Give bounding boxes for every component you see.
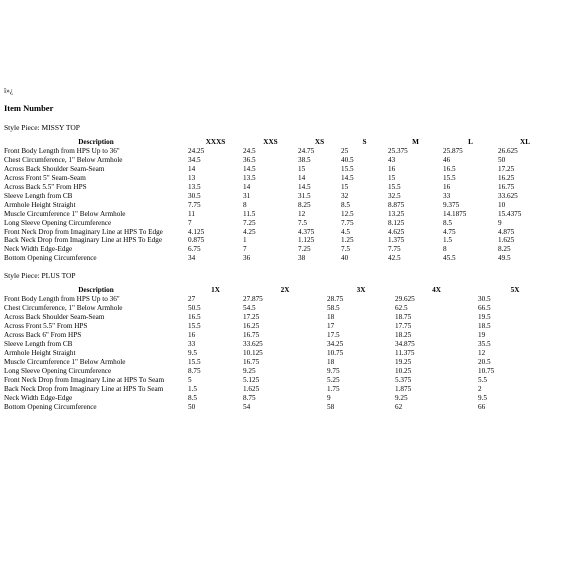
measurement-value: 5.5	[478, 375, 487, 384]
measurement-value: 9.375	[443, 200, 460, 209]
measurement-value: 1.5	[188, 384, 197, 393]
measurement-description: Armhole Height Straight	[4, 349, 76, 358]
measurement-value: 27.875	[243, 295, 263, 304]
measurement-value: 9.75	[327, 366, 340, 375]
measurement-value: 43	[388, 155, 396, 164]
measurement-value: 12.5	[341, 209, 354, 218]
measurement-value: 29.625	[395, 295, 415, 304]
table-row	[4, 367, 552, 376]
measurement-value: 9	[498, 218, 502, 227]
measurement-value: 4.875	[498, 227, 515, 236]
measurement-value: 7.75	[188, 200, 201, 209]
plus-header-size: 5X	[510, 286, 520, 295]
measurement-description: Muscle Circumference 1" Below Armhole	[4, 209, 126, 218]
measurement-value: 34.25	[327, 340, 344, 349]
measurement-value: 8.5	[443, 218, 452, 227]
measurement-value: 11.375	[395, 349, 415, 358]
table-row	[4, 210, 552, 219]
measurement-value: 10	[498, 200, 506, 209]
table-row	[4, 385, 552, 394]
measurement-value: 58	[327, 402, 335, 411]
measurement-value: 13.25	[388, 209, 405, 218]
measurement-value: 49.5	[498, 254, 511, 263]
measurement-value: 31	[243, 191, 251, 200]
table-row	[4, 358, 552, 367]
measurement-value: 66	[478, 402, 486, 411]
measurement-value: 1.625	[498, 236, 515, 245]
missy-table-body	[4, 147, 552, 263]
measurement-value: 8.875	[388, 200, 405, 209]
measurement-description: Across Back Shoulder Seam-Seam	[4, 313, 105, 322]
measurement-value: 16.5	[188, 313, 201, 322]
measurement-description: Across Back 5.5" From HPS	[4, 182, 87, 191]
measurement-value: 4.375	[298, 227, 315, 236]
measurement-value: 25.375	[388, 146, 408, 155]
measurement-value: 1.25	[341, 236, 354, 245]
table-row	[4, 165, 552, 174]
measurement-description: Long Sleeve Opening Circumference	[4, 366, 112, 375]
measurement-value: 19.5	[478, 313, 491, 322]
measurement-description: Armhole Height Straight	[4, 200, 76, 209]
measurement-value: 1.125	[298, 236, 315, 245]
measurement-description: Across Front 5" Seam-Seam	[4, 173, 86, 182]
measurement-value: 40.5	[341, 155, 354, 164]
measurement-value: 5.25	[327, 375, 340, 384]
table-row	[4, 304, 552, 313]
measurement-value: 14.1875	[443, 209, 467, 218]
missy-header-size: L	[468, 138, 473, 146]
measurement-value: 8.25	[498, 245, 511, 254]
measurement-value: 8.75	[188, 366, 201, 375]
measurement-value: 4.25	[243, 227, 256, 236]
table-row	[4, 340, 552, 349]
measurement-value: 2	[478, 384, 482, 393]
measurement-value: 12	[478, 349, 486, 358]
missy-header-size: XXS	[263, 138, 278, 146]
measurement-value: 9.25	[395, 393, 408, 402]
measurement-value: 58.5	[327, 304, 340, 313]
measurement-value: 50	[498, 155, 506, 164]
plus-table-body	[4, 295, 552, 411]
table-row	[4, 192, 552, 201]
measurement-description: Sleeve Length from CB	[4, 191, 73, 200]
measurement-description: Back Neck Drop from Imaginary Line at HPS To Seam	[4, 384, 164, 393]
plus-header-description: Description	[78, 286, 114, 295]
missy-header-size: S	[362, 138, 367, 146]
measurement-value: 14	[188, 164, 196, 173]
measurement-value: 10.75	[327, 349, 344, 358]
measurement-value: 7	[243, 245, 247, 254]
measurement-value: 32.5	[388, 191, 401, 200]
measurement-value: 8.5	[188, 393, 197, 402]
measurement-value: 13.5	[188, 182, 201, 191]
measurement-value: 17.5	[327, 331, 340, 340]
measurement-value: 13	[188, 173, 196, 182]
measurement-value: 34	[188, 254, 196, 263]
measurement-value: 15	[341, 182, 349, 191]
measurement-value: 46	[443, 155, 451, 164]
measurement-value: 11	[188, 209, 195, 218]
plus-header-size: 1X	[211, 286, 220, 295]
measurement-value: 34.875	[395, 340, 415, 349]
measurement-value: 15.5	[443, 173, 456, 182]
measurement-value: 38.5	[298, 155, 311, 164]
measurement-value: 1.875	[395, 384, 412, 393]
measurement-value: 33.625	[498, 191, 518, 200]
table-row	[4, 295, 552, 304]
table-row	[4, 376, 552, 385]
measurement-value: 10.125	[243, 349, 263, 358]
measurement-description: Muscle Circumference 1" Below Armhole	[4, 357, 126, 366]
measurement-value: 9	[327, 393, 331, 402]
measurement-value: 15.5	[388, 182, 401, 191]
measurement-value: 9.5	[478, 393, 487, 402]
table-row	[4, 174, 552, 183]
measurement-value: 15.4375	[498, 209, 522, 218]
measurement-value: 4.5	[341, 227, 350, 236]
measurement-value: 36	[243, 254, 251, 263]
measurement-value: 16	[388, 164, 396, 173]
measurement-value: 19	[478, 331, 486, 340]
measurement-value: 7.75	[388, 245, 401, 254]
measurement-value: 14	[298, 173, 306, 182]
plus-header-row	[4, 286, 552, 295]
table-row	[4, 322, 552, 331]
measurement-value: 34.5	[188, 155, 201, 164]
measurement-value: 16	[188, 331, 196, 340]
measurement-value: 7.5	[341, 245, 350, 254]
measurement-value: 24.75	[298, 146, 315, 155]
table-row	[4, 147, 552, 156]
measurement-value: 17	[327, 322, 335, 331]
plus-header-size: 2X	[280, 286, 290, 295]
measurement-value: 14	[243, 182, 251, 191]
measurement-description: Back Neck Drop from Imaginary Line at HPS To Edge	[4, 236, 163, 245]
measurement-description: Sleeve Length from CB	[4, 340, 73, 349]
measurement-value: 1	[243, 236, 247, 245]
measurement-value: 18	[327, 313, 335, 322]
measurement-value: 12	[298, 209, 306, 218]
measurement-value: 19.25	[395, 357, 412, 366]
plus-size-table	[4, 286, 552, 411]
measurement-value: 1.625	[243, 384, 260, 393]
measurement-value: 33.625	[243, 340, 263, 349]
plus-header-size: 4X	[432, 286, 441, 295]
measurement-value: 54	[243, 402, 251, 411]
measurement-value: 1.375	[388, 236, 405, 245]
measurement-value: 16.25	[243, 322, 260, 331]
missy-size-table	[4, 138, 552, 263]
measurement-value: 26.625	[498, 146, 518, 155]
measurement-value: 8.75	[243, 393, 256, 402]
measurement-description: Across Back 6" From HPS	[4, 331, 82, 340]
measurement-value: 7.75	[341, 218, 354, 227]
measurement-value: 16.5	[443, 164, 456, 173]
table-row	[4, 236, 552, 245]
measurement-value: 36.5	[243, 155, 256, 164]
item-number-heading: Item Number	[4, 103, 54, 113]
measurement-value: 62.5	[395, 304, 408, 313]
measurement-value: 14.5	[243, 164, 256, 173]
measurement-description: Neck Width Edge-Edge	[4, 393, 73, 402]
missy-header-size: M	[412, 138, 419, 146]
measurement-value: 40	[341, 254, 349, 263]
measurement-value: 24.25	[188, 146, 205, 155]
plus-header-size: 3X	[356, 286, 366, 295]
measurement-value: 45.5	[443, 254, 456, 263]
measurement-value: 16.75	[243, 357, 260, 366]
measurement-value: 15	[298, 164, 306, 173]
table-row	[4, 313, 552, 322]
measurement-value: 25	[341, 146, 349, 155]
measurement-value: 14.5	[341, 173, 354, 182]
measurement-description: Front Neck Drop from Imaginary Line at HPS To Seam	[4, 375, 165, 384]
measurement-value: 10.25	[395, 366, 412, 375]
measurement-value: 18	[327, 357, 335, 366]
measurement-value: 7.25	[298, 245, 311, 254]
measurement-value: 35.5	[478, 340, 491, 349]
measurement-value: 8.25	[298, 200, 311, 209]
measurement-value: 18.25	[395, 331, 412, 340]
measurement-value: 8	[243, 200, 247, 209]
table-row	[4, 394, 552, 403]
measurement-value: 10.75	[478, 366, 495, 375]
measurement-value: 5.125	[243, 375, 260, 384]
measurement-value: 8.5	[341, 200, 350, 209]
measurement-value: 20.5	[478, 357, 491, 366]
table-row	[4, 156, 552, 165]
measurement-value: 18.75	[395, 313, 412, 322]
measurement-value: 15.5	[188, 322, 201, 331]
measurement-description: Neck Width Edge-Edge	[4, 245, 73, 254]
table-row	[4, 228, 552, 237]
measurement-description: Front Body Length from HPS Up to 36"	[4, 295, 120, 304]
measurement-value: 32	[341, 191, 349, 200]
measurement-value: 33	[443, 191, 451, 200]
measurement-value: 30.5	[478, 295, 491, 304]
measurement-value: 7	[188, 218, 192, 227]
measurement-description: Across Front 5.5" From HPS	[4, 322, 88, 331]
measurement-description: Front Neck Drop from Imaginary Line at HPS To Edge	[4, 227, 163, 236]
missy-header-description: Description	[78, 138, 114, 146]
table-row	[4, 331, 552, 340]
measurement-value: 42.5	[388, 254, 401, 263]
spec-document	[4, 86, 576, 412]
measurement-value: 9.5	[188, 349, 197, 358]
measurement-value: 16.75	[243, 331, 260, 340]
measurement-description: Chest Circumference, 1" Below Armhole	[4, 304, 123, 313]
missy-header-size: XS	[314, 138, 325, 146]
missy-header-size: XXXS	[205, 138, 226, 146]
measurement-value: 9.25	[243, 366, 256, 375]
measurement-description: Across Back Shoulder Seam-Seam	[4, 164, 105, 173]
missy-header-size: XL	[520, 138, 530, 146]
bom-text: ï»¿	[4, 86, 14, 95]
measurement-value: 1.5	[443, 236, 452, 245]
measurement-value: 4.75	[443, 227, 456, 236]
measurement-description: Front Body Length from HPS Up to 36"	[4, 146, 120, 155]
measurement-value: 62	[395, 402, 403, 411]
measurement-value: 24.5	[243, 146, 256, 155]
measurement-value: 17.25	[243, 313, 260, 322]
measurement-value: 5	[188, 375, 192, 384]
measurement-value: 30.5	[188, 191, 201, 200]
measurement-value: 11.5	[243, 209, 256, 218]
measurement-value: 54.5	[243, 304, 256, 313]
measurement-value: 13.5	[243, 173, 256, 182]
measurement-value: 8.125	[388, 218, 405, 227]
measurement-value: 1.75	[327, 384, 340, 393]
missy-style-label: Style Piece: MISSY TOP	[4, 123, 80, 132]
measurement-value: 0.875	[188, 236, 205, 245]
measurement-value: 16.75	[498, 182, 515, 191]
measurement-description: Bottom Opening Circumference	[4, 254, 97, 263]
measurement-value: 5.375	[395, 375, 412, 384]
measurement-description: Long Sleeve Opening Circumference	[4, 218, 112, 227]
measurement-description: Bottom Opening Circumference	[4, 402, 97, 411]
table-row	[4, 403, 552, 412]
measurement-value: 17.75	[395, 322, 412, 331]
measurement-value: 27	[188, 295, 196, 304]
measurement-value: 6.75	[188, 245, 201, 254]
measurement-value: 7.5	[298, 218, 307, 227]
measurement-value: 25.875	[443, 146, 463, 155]
measurement-value: 7.25	[243, 218, 256, 227]
measurement-value: 16	[443, 182, 451, 191]
plus-style-label: Style Piece: PLUS TOP	[4, 271, 76, 281]
measurement-value: 17.25	[498, 164, 515, 173]
measurement-value: 18.5	[478, 322, 491, 331]
table-row	[4, 245, 552, 254]
measurement-value: 4.125	[188, 227, 205, 236]
measurement-value: 28.75	[327, 295, 344, 304]
measurement-value: 16.25	[498, 173, 515, 182]
measurement-value: 38	[298, 254, 306, 263]
measurement-value: 31.5	[298, 191, 311, 200]
measurement-value: 8	[443, 245, 447, 254]
measurement-value: 15	[388, 173, 396, 182]
table-row	[4, 254, 552, 263]
measurement-value: 50	[188, 402, 196, 411]
measurement-value: 14.5	[298, 182, 311, 191]
measurement-description: Chest Circumference, 1" Below Armhole	[4, 155, 123, 164]
table-row	[4, 219, 552, 228]
table-row	[4, 201, 552, 210]
table-row	[4, 183, 552, 192]
measurement-value: 15.5	[341, 164, 354, 173]
measurement-value: 33	[188, 340, 196, 349]
table-row	[4, 349, 552, 358]
measurement-value: 50.5	[188, 304, 201, 313]
missy-header-row	[4, 138, 552, 147]
measurement-value: 66.5	[478, 304, 491, 313]
measurement-value: 4.625	[388, 227, 405, 236]
measurement-value: 15.5	[188, 357, 201, 366]
